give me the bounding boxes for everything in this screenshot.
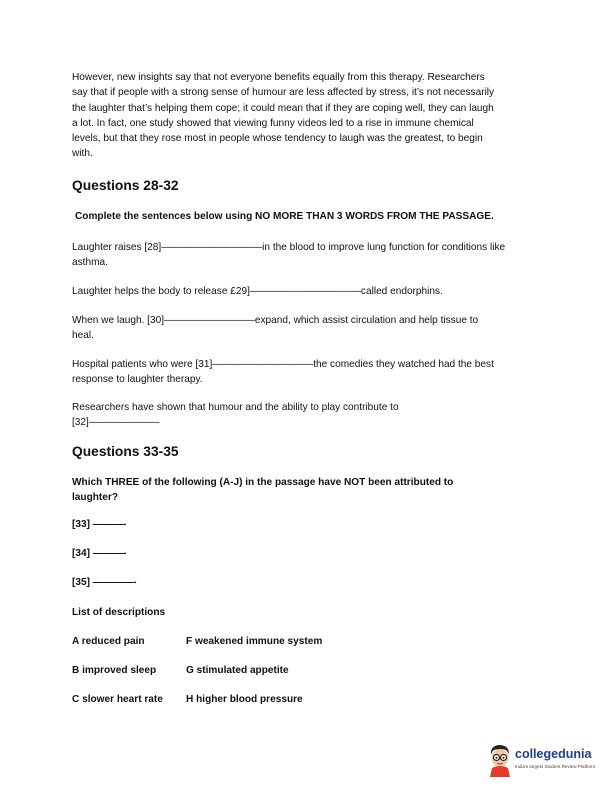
paragraph-line: the laughter that’s helping them cope; it could mean that if they are coping well, they can laugh xyxy=(72,102,494,114)
question-line: laughter? xyxy=(72,491,118,503)
description-a: A reduced pain xyxy=(72,636,145,647)
question-29 xyxy=(72,284,443,299)
paragraph-line: levels, but that they rose most in people whose tendency to laugh was the greatest, to begin xyxy=(72,133,483,145)
paragraph-line: However, new insights say that not everyone benefits equally from this therapy. Researchers xyxy=(72,72,485,83)
paragraph-line: with. xyxy=(72,148,93,160)
paragraph-line: a lot. In fact, one study showed that viewing funny videos led to a rise in immune chemical xyxy=(72,117,474,129)
mascot-icon xyxy=(486,742,514,778)
description-g: G stimulated appetite xyxy=(186,665,289,676)
question-line: When we laugh. [30]—————————expand, which assist circulation and help tissue to xyxy=(72,315,479,326)
section2-question xyxy=(72,476,453,505)
answer-33: [33] ———- xyxy=(72,519,127,530)
question-line: [32]——————— xyxy=(72,417,160,429)
question-line: Laughter helps the body to release £29]———————————called endorphins. xyxy=(72,286,443,297)
description-f: F weakened immune system xyxy=(186,636,323,647)
question-line: heal. xyxy=(72,330,94,342)
question-line: response to laughter therapy. xyxy=(72,374,203,386)
question-line: Which THREE of the following (A-J) in the passage have NOT been attributed to xyxy=(72,477,454,488)
answer-34: [34] ———- xyxy=(72,548,127,559)
description-b: B improved sleep xyxy=(72,665,157,676)
question-31 xyxy=(72,357,494,388)
brand-name: collegedunia xyxy=(515,747,592,761)
paragraph-line: say that if people with a strong sense of humour are less affected by stress, it’s not necessarily xyxy=(72,87,495,99)
answer-35: [35] ————- xyxy=(72,577,137,588)
list-title: List of descriptions xyxy=(72,607,166,618)
section-heading-33-35: Questions 33-35 xyxy=(72,444,179,459)
question-30 xyxy=(72,313,478,344)
brand-tagline: India's largest Student Review Platform xyxy=(515,764,596,769)
question-32 xyxy=(72,400,399,431)
description-h: H higher blood pressure xyxy=(186,694,303,705)
question-28 xyxy=(72,240,505,271)
question-line: Laughter raises [28]——————————in the blood to improve lung function for conditions like xyxy=(72,242,506,253)
intro-paragraph xyxy=(72,70,542,162)
question-line: Hospital patients who were [31]——————————the comedies they watched had the best xyxy=(72,359,494,370)
question-line: Researchers have shown that humour and the ability to play contribute to xyxy=(72,402,399,413)
question-line: asthma. xyxy=(72,257,108,269)
section-heading-28-32: Questions 28-32 xyxy=(72,178,179,193)
description-c: C slower heart rate xyxy=(72,694,163,705)
collegedunia-logo xyxy=(486,740,600,780)
section-instruction: Complete the sentences below using NO MORE THAN 3 WORDS FROM THE PASSAGE. xyxy=(75,211,494,222)
